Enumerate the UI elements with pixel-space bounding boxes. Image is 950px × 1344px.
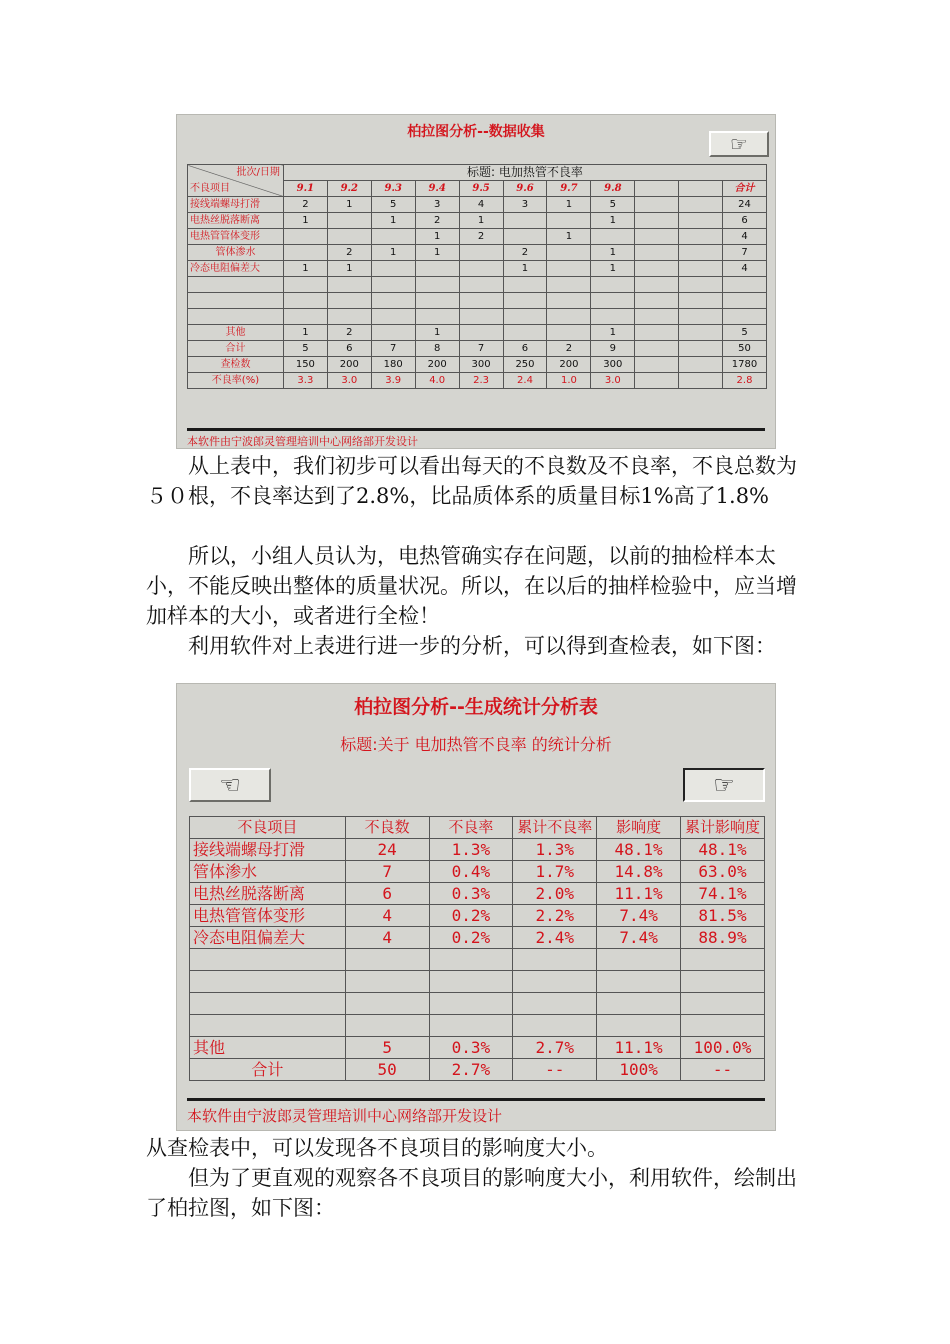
table-cell: 300 <box>459 357 503 373</box>
table-cell <box>547 293 591 309</box>
row-label: 冷态电阻偏差大 <box>188 261 284 277</box>
table-cell: 2 <box>327 325 371 341</box>
table-cell: 200 <box>415 357 459 373</box>
date-cell <box>679 181 723 197</box>
table-cell <box>371 293 415 309</box>
table-cell <box>503 293 547 309</box>
table-cell: 4 <box>345 905 429 927</box>
next-button[interactable] <box>709 131 769 157</box>
table-cell: 0.2% <box>429 905 513 927</box>
row-label: 合计 <box>190 1059 346 1081</box>
table-cell: 6 <box>723 213 767 229</box>
table-cell: 4.0 <box>415 373 459 389</box>
date-cell: 9.7 <box>547 181 591 197</box>
table-cell: 300 <box>591 357 635 373</box>
paragraph: 利用软件对上表进行进一步的分析，可以得到查检表，如下图： <box>188 634 776 658</box>
table-row <box>188 261 767 277</box>
table-cell: 0.3% <box>429 1037 513 1059</box>
table-cell: -- <box>681 1059 765 1081</box>
row-label: 电热丝脱落断离 <box>190 883 346 905</box>
row-label: 接线端螺母打滑 <box>190 839 346 861</box>
table-cell <box>327 277 371 293</box>
table-cell: 81.5% <box>681 905 765 927</box>
table-cell <box>371 261 415 277</box>
paragraph: 但为了更直观的观察各不良项目的影响度大小，利用软件，绘制出了柏拉图，如下图： <box>146 1166 797 1220</box>
table-cell: 1.3% <box>513 839 597 861</box>
table-cell: 5 <box>371 197 415 213</box>
table-cell <box>327 229 371 245</box>
table-cell <box>681 949 765 971</box>
defect-data-table <box>187 164 767 389</box>
table-row <box>190 971 765 993</box>
table-cell <box>597 949 681 971</box>
table-cell: 2 <box>503 245 547 261</box>
table-cell <box>371 229 415 245</box>
table-cell: 63.0% <box>681 861 765 883</box>
table-cell: 1 <box>591 213 635 229</box>
table-cell <box>635 229 679 245</box>
table-cell: 2.7% <box>513 1037 597 1059</box>
table-row <box>188 229 767 245</box>
table-cell <box>635 261 679 277</box>
corner-cell <box>188 165 284 197</box>
table-row <box>190 861 765 883</box>
table-cell: 1 <box>591 261 635 277</box>
table-cell <box>513 949 597 971</box>
table-cell: 7 <box>345 861 429 883</box>
divider <box>187 428 765 431</box>
column-header: 累计不良率 <box>513 817 597 839</box>
table-cell <box>283 293 327 309</box>
table-cell: 2.7% <box>429 1059 513 1081</box>
row-label <box>190 971 346 993</box>
table-cell <box>681 971 765 993</box>
table-row <box>190 1037 765 1059</box>
column-header: 影响度 <box>597 817 681 839</box>
corner-top-label: 批次/日期 <box>236 167 280 178</box>
table-cell <box>327 293 371 309</box>
footer-credit: 本软件由宁波郎灵管理培训中心网络部开发设计 <box>187 1107 503 1125</box>
table-cell: 2 <box>547 341 591 357</box>
table-cell: 1 <box>371 245 415 261</box>
table-cell: 50 <box>723 341 767 357</box>
table-cell <box>429 949 513 971</box>
table-cell: 5 <box>345 1037 429 1059</box>
table-cell: 0.3% <box>429 883 513 905</box>
table-cell <box>547 245 591 261</box>
table-cell: 180 <box>371 357 415 373</box>
table-cell <box>503 229 547 245</box>
table-cell: 88.9% <box>681 927 765 949</box>
table-cell: 4 <box>345 927 429 949</box>
row-label: 冷态电阻偏差大 <box>190 927 346 949</box>
table-cell: 7 <box>459 341 503 357</box>
row-label: 接线端螺母打滑 <box>188 197 284 213</box>
row-label: 其他 <box>190 1037 346 1059</box>
table-row <box>190 1059 765 1081</box>
table-cell: 200 <box>327 357 371 373</box>
column-header: 累计影响度 <box>681 817 765 839</box>
table-cell: 100% <box>597 1059 681 1081</box>
table-cell <box>503 325 547 341</box>
table-cell: 24 <box>723 197 767 213</box>
table-cell <box>503 309 547 325</box>
table-cell: 2 <box>283 197 327 213</box>
paragraph: 所以，小组人员认为，电热管确实存在问题，以前的抽检样本太小，不能反映出整体的质量状况。所以，在以后的抽样检验中，应当增加样本的大小，或者进行全检！ <box>146 544 797 628</box>
table-cell: 2.3 <box>459 373 503 389</box>
table-cell <box>371 277 415 293</box>
table-cell <box>679 309 723 325</box>
table-cell: 50 <box>345 1059 429 1081</box>
table-cell: 9 <box>591 341 635 357</box>
table-cell <box>503 213 547 229</box>
table-cell <box>679 197 723 213</box>
date-cell: 9.3 <box>371 181 415 197</box>
table-cell: 1 <box>283 261 327 277</box>
table-cell <box>635 245 679 261</box>
table-cell: 0.2% <box>429 927 513 949</box>
table-cell <box>679 261 723 277</box>
paragraph: 从查检表中，可以发现各不良项目的影响度大小。 <box>146 1136 608 1160</box>
panel-title: 柏拉图分析--数据收集 <box>407 124 545 140</box>
table-cell <box>513 971 597 993</box>
table-cell <box>547 213 591 229</box>
date-cell: 9.1 <box>283 181 327 197</box>
table-cell <box>635 197 679 213</box>
table-cell <box>345 1015 429 1037</box>
row-label: 管体渗水 <box>190 861 346 883</box>
table-row <box>188 325 767 341</box>
table-cell: 250 <box>503 357 547 373</box>
data-collection-panel <box>176 114 776 449</box>
table-header-title: 标题: 电加热管不良率 <box>283 165 766 181</box>
row-label: 电热丝脱落断离 <box>188 213 284 229</box>
table-cell: 7 <box>723 245 767 261</box>
table-row <box>188 277 767 293</box>
table-cell: 3.0 <box>327 373 371 389</box>
table-cell: 7.4% <box>597 927 681 949</box>
table-cell: 2.8 <box>723 373 767 389</box>
row-label <box>188 293 284 309</box>
table-cell <box>635 309 679 325</box>
table-row <box>188 197 767 213</box>
table-cell <box>679 229 723 245</box>
table-cell: 1 <box>547 197 591 213</box>
date-cell: 合计 <box>723 181 767 197</box>
table-cell <box>371 309 415 325</box>
table-row <box>190 949 765 971</box>
table-cell <box>345 949 429 971</box>
row-label <box>190 1015 346 1037</box>
table-cell <box>591 309 635 325</box>
table-cell: 2 <box>415 213 459 229</box>
table-cell: 1 <box>327 197 371 213</box>
table-cell <box>679 213 723 229</box>
header-row <box>188 165 767 181</box>
table-cell <box>679 341 723 357</box>
row-label: 查检数 <box>188 357 284 373</box>
table-cell: 48.1% <box>681 839 765 861</box>
row-label <box>190 993 346 1015</box>
table-cell <box>635 357 679 373</box>
table-cell: 1 <box>283 213 327 229</box>
table-cell: 4 <box>723 261 767 277</box>
table-cell: 14.8% <box>597 861 681 883</box>
table-cell: 5 <box>723 325 767 341</box>
statistics-table <box>189 816 765 1081</box>
table-cell: 6 <box>345 883 429 905</box>
row-label <box>188 309 284 325</box>
table-cell <box>681 993 765 1015</box>
table-cell <box>591 293 635 309</box>
table-cell: 5 <box>283 341 327 357</box>
table-cell: 24 <box>345 839 429 861</box>
table-cell <box>415 309 459 325</box>
table-cell: 2.4% <box>513 927 597 949</box>
table-row <box>188 245 767 261</box>
table-cell <box>459 325 503 341</box>
table-row <box>190 883 765 905</box>
date-cell: 9.4 <box>415 181 459 197</box>
table-cell <box>459 261 503 277</box>
row-label: 管体渗水 <box>188 245 284 261</box>
table-cell: 1.7% <box>513 861 597 883</box>
table-cell: 6 <box>503 341 547 357</box>
table-cell: 1 <box>547 229 591 245</box>
table-cell <box>591 277 635 293</box>
table-cell: 1 <box>591 245 635 261</box>
table-row <box>188 309 767 325</box>
table-cell: 1 <box>459 213 503 229</box>
table-cell <box>547 261 591 277</box>
date-cell: 9.2 <box>327 181 371 197</box>
table-row <box>188 293 767 309</box>
table-cell <box>327 309 371 325</box>
table-cell: 74.1% <box>681 883 765 905</box>
table-row <box>190 905 765 927</box>
table-cell <box>679 373 723 389</box>
table-cell: 3.0 <box>591 373 635 389</box>
table-cell <box>513 1015 597 1037</box>
footer-credit: 本软件由宁波郎灵管理培训中心网络部开发设计 <box>187 435 418 448</box>
table-row <box>190 1015 765 1037</box>
table-cell <box>415 261 459 277</box>
pointing-hand-right-icon: ☞ <box>730 132 748 156</box>
table-cell: 3 <box>415 197 459 213</box>
date-cell: 9.5 <box>459 181 503 197</box>
table-cell <box>283 245 327 261</box>
table-cell: 1 <box>371 213 415 229</box>
table-cell: 1 <box>327 261 371 277</box>
table-cell <box>459 309 503 325</box>
table-cell <box>597 993 681 1015</box>
row-label: 不良率(%) <box>188 373 284 389</box>
table-cell <box>723 293 767 309</box>
table-row <box>188 341 767 357</box>
table-cell <box>415 293 459 309</box>
column-header: 不良率 <box>429 817 513 839</box>
panel-subtitle: 标题:关于 电加热管不良率 的统计分析 <box>340 735 612 754</box>
panel-title: 柏拉图分析--生成统计分析表 <box>354 696 598 718</box>
table-row <box>188 373 767 389</box>
table-cell: 1 <box>503 261 547 277</box>
table-cell: 3.9 <box>371 373 415 389</box>
table-cell: 2 <box>327 245 371 261</box>
table-cell <box>635 373 679 389</box>
row-label <box>188 277 284 293</box>
table-cell: 150 <box>283 357 327 373</box>
table-cell <box>429 993 513 1015</box>
column-header: 不良项目 <box>190 817 346 839</box>
previous-button[interactable] <box>189 768 271 802</box>
table-cell <box>345 971 429 993</box>
table-cell: 100.0% <box>681 1037 765 1059</box>
table-cell: 3.3 <box>283 373 327 389</box>
table-cell: 2.4 <box>503 373 547 389</box>
table-cell <box>327 213 371 229</box>
table-cell <box>635 325 679 341</box>
table-cell: 8 <box>415 341 459 357</box>
table-cell: 1 <box>415 245 459 261</box>
table-cell <box>513 993 597 1015</box>
table-cell: 3 <box>503 197 547 213</box>
table-cell <box>459 245 503 261</box>
table-cell <box>283 229 327 245</box>
next-button[interactable] <box>683 768 765 802</box>
statistics-panel <box>176 683 776 1131</box>
table-cell <box>547 325 591 341</box>
table-cell: 2.0% <box>513 883 597 905</box>
table-cell <box>679 245 723 261</box>
header-row <box>190 817 765 839</box>
table-cell <box>429 971 513 993</box>
table-cell: 6 <box>327 341 371 357</box>
table-cell <box>635 277 679 293</box>
divider <box>187 1098 765 1101</box>
table-cell <box>723 309 767 325</box>
row-label: 其他 <box>188 325 284 341</box>
pointing-hand-left-icon: ☜ <box>219 771 241 799</box>
table-cell <box>679 293 723 309</box>
table-cell <box>547 277 591 293</box>
table-row <box>190 993 765 1015</box>
table-row <box>190 927 765 949</box>
table-cell: 1 <box>283 325 327 341</box>
date-cell <box>635 181 679 197</box>
table-cell <box>723 277 767 293</box>
corner-bottom-label: 不良项目 <box>190 183 230 194</box>
table-cell <box>547 309 591 325</box>
table-cell: 1.3% <box>429 839 513 861</box>
row-label: 电热管管体变形 <box>188 229 284 245</box>
table-cell: 4 <box>459 197 503 213</box>
table-cell <box>679 357 723 373</box>
table-cell: 2.2% <box>513 905 597 927</box>
table-cell: 1 <box>415 229 459 245</box>
table-cell <box>459 293 503 309</box>
pointing-hand-right-icon: ☞ <box>713 771 735 799</box>
table-cell <box>597 1015 681 1037</box>
table-cell <box>371 325 415 341</box>
date-cell: 9.8 <box>591 181 635 197</box>
date-cell: 9.6 <box>503 181 547 197</box>
table-cell <box>503 277 547 293</box>
table-row <box>188 213 767 229</box>
table-cell: 200 <box>547 357 591 373</box>
table-cell: 1 <box>415 325 459 341</box>
table-cell <box>681 1015 765 1037</box>
table-cell: 1.0 <box>547 373 591 389</box>
row-label: 电热管管体变形 <box>190 905 346 927</box>
row-label <box>190 949 346 971</box>
table-cell: 1 <box>591 325 635 341</box>
table-cell: 1780 <box>723 357 767 373</box>
table-cell <box>459 277 503 293</box>
table-cell <box>283 309 327 325</box>
table-row <box>190 839 765 861</box>
table-cell <box>635 293 679 309</box>
table-cell: 2 <box>459 229 503 245</box>
table-cell <box>283 277 327 293</box>
table-cell: 5 <box>591 197 635 213</box>
table-cell <box>679 277 723 293</box>
table-row <box>188 357 767 373</box>
table-cell: 7 <box>371 341 415 357</box>
row-label: 合计 <box>188 341 284 357</box>
table-cell: 7.4% <box>597 905 681 927</box>
table-cell: 11.1% <box>597 883 681 905</box>
table-cell <box>345 993 429 1015</box>
table-cell <box>591 229 635 245</box>
table-cell <box>635 213 679 229</box>
table-cell: 0.4% <box>429 861 513 883</box>
table-cell <box>635 341 679 357</box>
paragraph: 从上表中，我们初步可以看出每天的不良数及不良率，不良总数为５０根，不良率达到了2.8%，比品质体系的质量目标1%高了1.8% <box>146 454 797 508</box>
table-cell <box>679 325 723 341</box>
table-cell <box>429 1015 513 1037</box>
table-cell <box>597 971 681 993</box>
table-cell: 48.1% <box>597 839 681 861</box>
table-cell: -- <box>513 1059 597 1081</box>
table-cell: 11.1% <box>597 1037 681 1059</box>
table-cell <box>415 277 459 293</box>
column-header: 不良数 <box>345 817 429 839</box>
table-cell: 4 <box>723 229 767 245</box>
